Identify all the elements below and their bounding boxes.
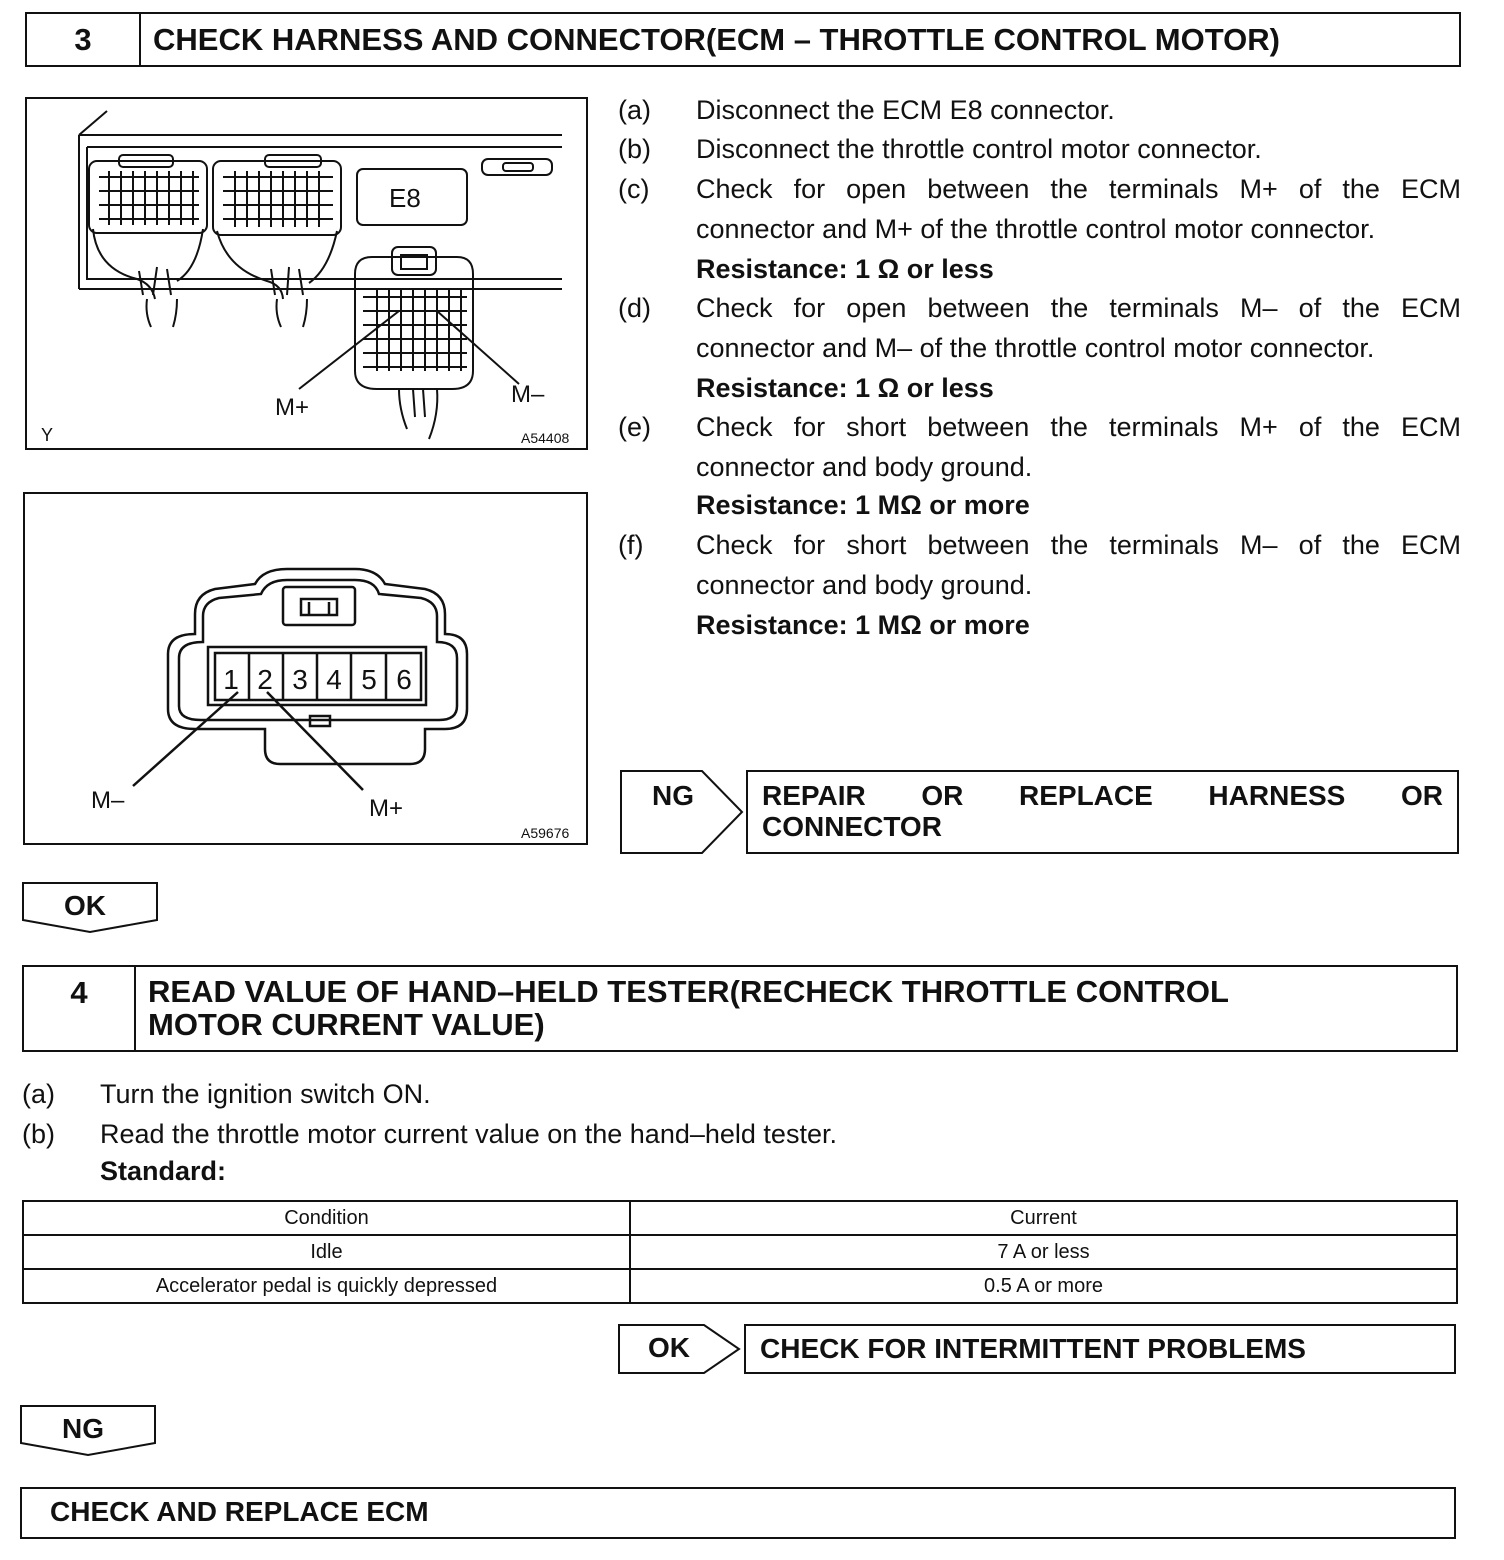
table-cell: 7 A or less xyxy=(630,1235,1457,1269)
step3-ok-tag xyxy=(22,882,160,934)
mplus-label: M+ xyxy=(275,394,310,421)
table-header-cell: Current xyxy=(630,1201,1457,1235)
item-text: Read the throttle motor current value on the hand–held tester. xyxy=(100,1119,837,1149)
step3-number: 3 xyxy=(27,14,141,65)
resistance-label: Resistance: xyxy=(696,254,848,284)
step4-title-line1: READ VALUE OF HAND–HELD TESTER(RECHECK THROTTLE CONTROL xyxy=(148,974,1229,1009)
pin-2: 2 xyxy=(257,664,273,695)
resistance-value: 1 Ω or less xyxy=(855,373,994,403)
figure-code: A54408 xyxy=(521,430,570,446)
resistance-spec xyxy=(696,485,1030,525)
item-label: (f) xyxy=(618,530,644,560)
step4-number: 4 xyxy=(24,967,136,1050)
step3-title: CHECK HARNESS AND CONNECTOR(ECM – THROTTLE CONTROL MOTOR) xyxy=(153,22,1280,57)
check-intermittent-box xyxy=(744,1324,1456,1374)
resistance-spec xyxy=(696,605,1030,645)
step4-ok-tag xyxy=(618,1324,743,1374)
table-row xyxy=(23,1235,1457,1269)
item-text: Check for short between the terminals M+ of the ECM connector and body ground. xyxy=(696,412,1461,482)
step4-title xyxy=(136,967,1229,1050)
item-text: Check for open between the terminals M+ of the ECM connector and M+ of the throttle control motor connector. xyxy=(696,174,1461,244)
item-label: (a) xyxy=(618,95,651,125)
repair-replace-box xyxy=(746,770,1459,854)
resistance-value: 1 MΩ or more xyxy=(855,490,1030,520)
item-text: Disconnect the ECM E8 connector. xyxy=(696,95,1115,125)
replace-ecm-box xyxy=(20,1487,1456,1539)
item-label: (c) xyxy=(618,174,650,204)
item-text: Check for open between the terminals M– of the ECM connector and M– of the throttle control motor connector. xyxy=(696,293,1461,363)
mminus-label: M– xyxy=(91,787,125,814)
ng-label: NG xyxy=(652,780,694,811)
figure-code: A59676 xyxy=(521,825,570,841)
pin-4: 4 xyxy=(326,664,342,695)
item-label: (b) xyxy=(22,1119,55,1149)
item-label: (e) xyxy=(618,412,651,442)
table-row xyxy=(23,1269,1457,1303)
ecm-connector-drawing xyxy=(27,99,590,452)
step4-title-line2: MOTOR CURRENT VALUE) xyxy=(148,1007,545,1042)
resistance-label: Resistance: xyxy=(696,490,848,520)
ecm-connector-figure xyxy=(25,97,588,450)
item-label: (d) xyxy=(618,293,651,323)
throttle-connector-drawing xyxy=(25,494,590,847)
table-cell: Accelerator pedal is quickly depressed xyxy=(23,1269,630,1303)
standard-table xyxy=(22,1200,1458,1304)
ok-label: OK xyxy=(648,1332,690,1363)
throttle-motor-connector-figure xyxy=(23,492,588,845)
step3-header xyxy=(25,12,1461,67)
pin-1: 1 xyxy=(223,664,239,695)
resistance-spec xyxy=(696,249,994,289)
table-cell: Idle xyxy=(23,1235,630,1269)
resistance-spec xyxy=(696,368,994,408)
item-label: (a) xyxy=(22,1079,55,1109)
item-label: (b) xyxy=(618,134,651,164)
step4-header xyxy=(22,965,1458,1052)
resistance-value: 1 Ω or less xyxy=(855,254,994,284)
item-text: Turn the ignition switch ON. xyxy=(100,1079,431,1109)
pin-3: 3 xyxy=(292,664,308,695)
e8-label: E8 xyxy=(389,183,421,213)
table-cell: 0.5 A or more xyxy=(630,1269,1457,1303)
ok-label: OK xyxy=(64,890,106,921)
standard-label: Standard: xyxy=(100,1156,227,1186)
step3-ng-tag xyxy=(620,770,745,854)
mplus-label: M+ xyxy=(369,795,404,822)
ng-action-text: REPAIR OR REPLACE HARNESS OR CONNECTOR xyxy=(762,780,1443,842)
table-header-cell: Condition xyxy=(23,1201,630,1235)
final-action-text: CHECK AND REPLACE ECM xyxy=(50,1496,429,1527)
figure-corner-mark: Y xyxy=(41,425,54,445)
item-text: Disconnect the throttle control motor connector. xyxy=(696,134,1262,164)
step4-ng-tag xyxy=(20,1405,158,1457)
resistance-label: Resistance: xyxy=(696,373,848,403)
item-text: Check for short between the terminals M– of the ECM connector and body ground. xyxy=(696,530,1461,600)
pin-5: 5 xyxy=(361,664,377,695)
mminus-label: M– xyxy=(511,381,545,408)
resistance-value: 1 MΩ or more xyxy=(855,610,1030,640)
ng-label: NG xyxy=(62,1413,104,1444)
ok-action-text: CHECK FOR INTERMITTENT PROBLEMS xyxy=(760,1333,1306,1364)
pin-6: 6 xyxy=(396,664,412,695)
table-header-row xyxy=(23,1201,1457,1235)
resistance-label: Resistance: xyxy=(696,610,848,640)
